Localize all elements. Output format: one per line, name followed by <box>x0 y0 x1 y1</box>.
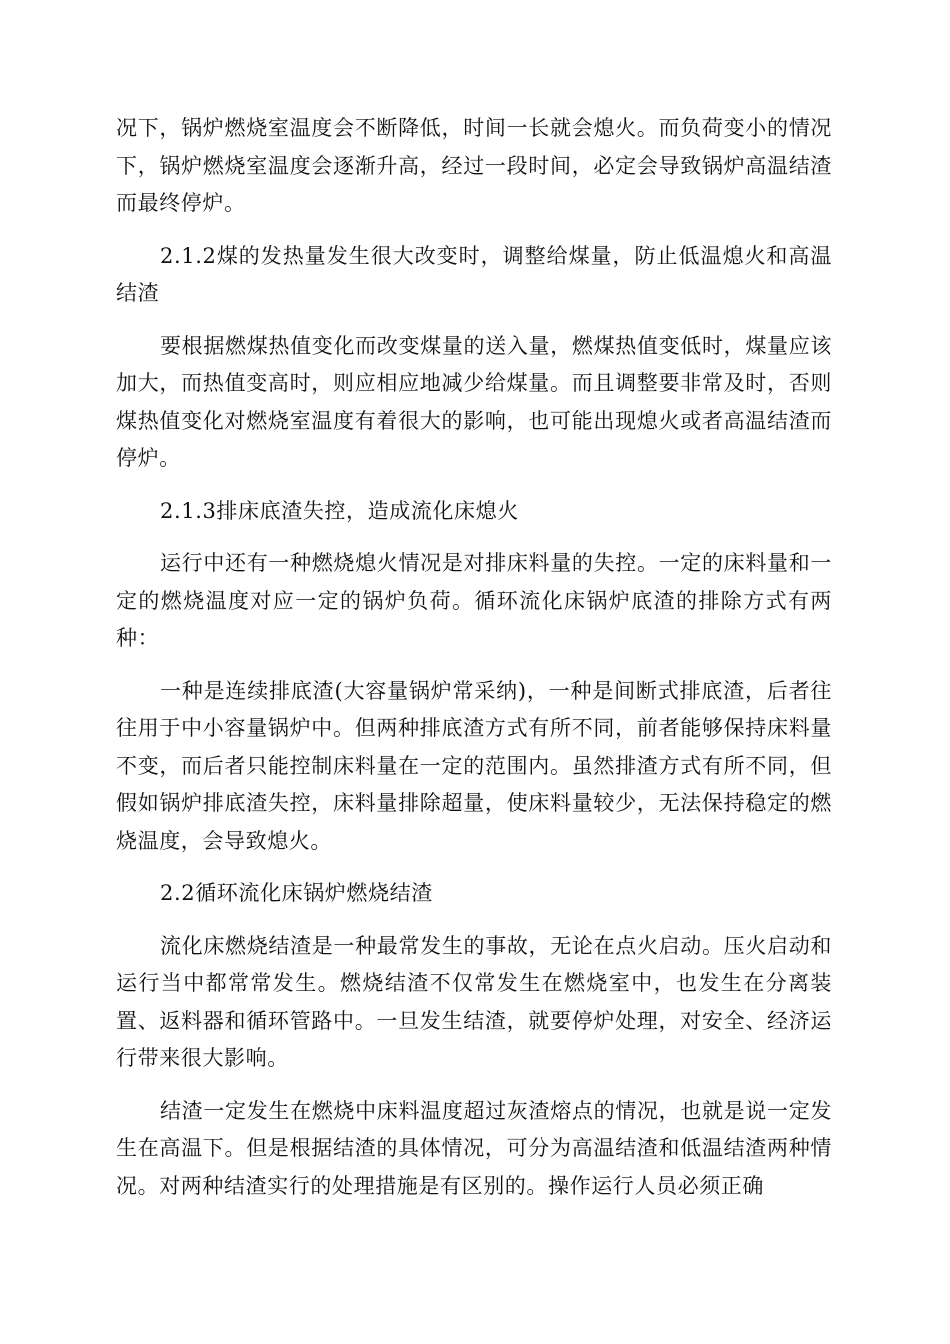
section-heading-2-1-3: 2.1.3排床底渣失控，造成流化床熄火 <box>160 498 519 523</box>
section-heading-2-2: 2.2循环流化床锅炉燃烧结渣 <box>160 881 433 905</box>
paragraph: 一种是连续排底渣(大容量锅炉常采纳)，一种是间断式排底渣，后者往往用于中小容量锅炉中。但两种排底渣方式有所不同，前者能够保持床料量不变，而后者只能控制床料量在一定的范围内。虽然排渣方式有所不同，但假如锅炉排底渣失控，床料量排除超量，使床料量较少，无法保持稳定的燃烧温度，会导致熄火。 <box>116 678 832 853</box>
paragraph: 流化床燃烧结渣是一种最常发生的事故，无论在点火启动。压火启动和运行当中都常常发生。燃烧结渣不仅常发生在燃烧室中，也发生在分离装置、返料器和循环管路中。一旦发生结渣，就要停炉处理，对安全、经济运行带来很大影响。 <box>116 933 832 1070</box>
paragraph: 结渣一定发生在燃烧中床料温度超过灰渣熔点的情况，也就是说一定发生在高温下。但是根据结渣的具体情况，可分为高温结渣和低温结渣两种情况。对两种结渣实行的处理措施是有区别的。操作运行人员必须正确 <box>116 1098 832 1198</box>
paragraph: 运行中还有一种燃烧熄火情况是对排床料量的失控。一定的床料量和一定的燃烧温度对应一定的锅炉负荷。循环流化床锅炉底渣的排除方式有两种： <box>116 551 832 650</box>
document-body <box>116 110 832 1220</box>
section-heading-2-1-2: 2.1.2煤的发热量发生很大改变时，调整给煤量，防止低温熄火和高温结渣 <box>116 243 832 305</box>
paragraph: 要根据燃煤热值变化而改变煤量的送入量，燃煤热值变低时，煤量应该加大，而热值变高时，则应相应地减少给煤量。而且调整要非常及时，否则煤热值变化对燃烧室温度有着很大的影响，也可能出现熄火或者高温结渣而停炉。 <box>116 333 832 470</box>
paragraph-continuation: 况下，锅炉燃烧室温度会不断降低，时间一长就会熄火。而负荷变小的情况下，锅炉燃烧室温度会逐渐升高，经过一段时间，必定会导致锅炉高温结渣而最终停炉。 <box>116 116 832 215</box>
